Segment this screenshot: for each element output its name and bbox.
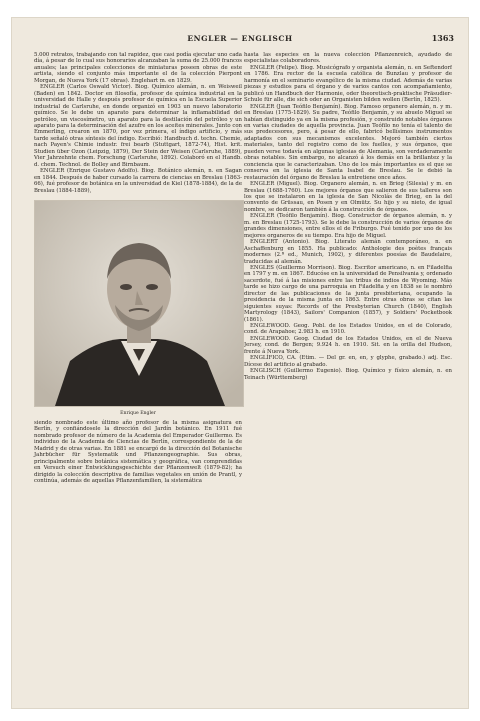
left-column — [34, 52, 242, 485]
entry-paragraph: ENGLEWOOD. Geog. Pobl. de los Estados Unidos, en el de Colorado, cond. de Arapahoe; 2.983 h. en 1910. — [244, 323, 452, 336]
entry-paragraph: ENGLER (Enrique Gustavo Adolfo). Biog. Botánico alemán, n. en Sagan en 1844. Después de haber cursado la carrera de ciencias en Breslau (1863-66), fué profesor de botánica en la universidad de Kiel (1878-1884), de la de Breslau (1884-1889), — [34, 168, 242, 194]
running-head: ENGLER — ENGLISCH — [187, 34, 293, 43]
page-number: 1363 — [431, 33, 454, 43]
entry-paragraph: 5.000 retratos, trabajando con tal rapidez, que casi podía ejecutar uno cada día, á pesar de lo cual sus honorarios alcanzaban la suma de 25.000 francos anuales; las principales colecciones de miniaturas poseen obras de este artista, siendo el conjunto más importante el de la colección Pierpont Morgan, de Nueva York (17 obras). Englehart m. en 1829. — [34, 52, 242, 84]
portrait-photo — [34, 200, 244, 407]
entry-paragraph: ENGLES (Guillermo Morrison). Biog. Escritor americano, n. en Filadelfia en 1797 y m. en 1867. Educóse en la universidad de Pensilvania y, ordenado sacerdote, fué á las misiones entre las tribus de indios de Wyoming. Más tarde se hizo cargo de una parroquia en Filadelfia y en 1838 se le nombró director de las publicaciones de la junta presbiteriana, ocupando la presidencia de la misma junta en 1863. Entre otras obras se citan las siguientes suyas: Records of the Presbyterian Church (1840), English Martyrology (1843), Sailors' Companion (1857), y Soldiers' Pocketbook (1861). — [244, 264, 452, 323]
right-column — [244, 52, 452, 702]
entry-paragraph: siendo nombrado este último año profesor de la misma asignatura en Berlín, y confiándosele la dirección del Jardín botánico. En 1911 fué nombrado profesor de número de la Academia del Emperador Guillermo. Es individuo de la Academia de Ciencias de Berlín, correspondiente de la de Madrid y de otras varias. En 1881 se encargó de la dirección del Botanische Jahrbücher für Systematik und Pflanzengeographie. Sus obras, principalmente sobre botánica sistemática y geográfica, van comprendidas en Versuch einer Entwicklungsgeschichte der Pflanzenwelt (1879-82); ha dirigido la colección descriptiva de familias vegetales en unión de Prantl, y continúa, además de aquellas Pflanzenfamilien, la sistemática — [34, 419, 242, 485]
entry-paragraph: ENGLER (Juan Teófilo Benjamín). Biog. Famoso organero alemán, n. y m. en Breslau (1775-1829). Su padre, Teófilo Benjamín, y su abuelo Miguel se habían distinguido ya en la misma profesión, y construido notables órganos en varias ciudades de aquella provincia. Juan Teófilo no tenía el talento de sus predecesores, pero, á pesar de ello, fabricó bellísimos instrumentos adaptados con sus mecanismos excelentes. Mejoró también ciertos materiales, tanto del registro como de los fuelles, y sus órganos, que pueden verse todavía en algunas iglesias de Alemania, son verdaderamente obras notables. Sin embargo, no alcanzó á los demás en la brillantez y la conciencia que le caracterizaban. Uno de los más importantes es el que se conserva en la iglesia de Santa Isabel de Breslau. Se le debió la restauración del órgano de Breslau la entretiene once años. — [244, 103, 452, 181]
entry-paragraph: ENGLER (Felipe). Biog. Musicógrafo y organista alemán, n. en Seftendorf en 1786. Era rector de la escuela católica de Bunzlau y profesor de harmonía en el seminario evangélico de la misma ciudad. Además de varias piezas y estudios para el órgano y de varios cantos con acompañamiento, publicó un Handbuch der Harmonie, oder theoretisch-praktische Präsudier-Schule für alle, die sich oder an Organisten bilden wollen (Berlín, 1825). — [244, 64, 452, 104]
entry-paragraph: ENGLISCH (Guillermo Eugenio). Biog. Químico y físico alemán, n. en Teinach (Württemberg) — [244, 368, 452, 381]
figure-caption: Enrique Engler — [120, 410, 156, 416]
document-page — [12, 18, 468, 708]
portrait-photo-illustration — [35, 201, 243, 406]
entry-paragraph: ENGLEWOOD. Geog. Ciudad de los Estados Unidos, en el de Nueva Jersey, cond. de Bergen; 9.924 h. en 1910. Sit. en la orilla del Hudson, frente á Nueva York. — [244, 335, 452, 355]
entry-paragraph: ENGLERT (Antonio). Biog. Literato alemán contemporáneo, n. en Aschaffenburg en 1855. Ha publicado: Anthologie des poètes français modernes (2.ª ed., Munich, 1902), y diferentes poesías de Baudelaire, traducidas al alemán. — [244, 239, 452, 265]
entry-paragraph: hasta las especies en la nueva colección Pflanzenreich, ayudado de especialistas colaboradores. — [244, 52, 452, 65]
entry-paragraph: ENGLER (Carlos Oswald Víctor). Biog. Químico alemán, n. en Weisweil (Baden) en 1842. Doctor en filosofía, profesor de química industrial en la universidad de Halle y después profesor de química en la Escuela Superior industrial de Carlsruhe, en donde organizó en 1903 un nuevo laboratorio químico. Se le debe un aparato para determinar la inflamabilidad del petróleo, un viscosímetro, un aparato para la destilación del petróleo y un aparato para la determinación del azufre en los aceites minerales. Junto con Emmerling, crearon en 1870, por vez primera, el índigo artificio, y más tarde señaló otras síntesis del índigo. Escribió: Handbuch d. techn. Chemie, nach Payen's Chimie industr. frei bearb (Stuttgart, 1872-74), Hist. krit. Studien über Ozon (Leipzig, 1879), Der Stein der Weisen (Carlsruhe, 1889), Vier Jahrzehnte chem. Forschung (Carlsruhe, 1892). Colaboró en el Handb. d. chem. Technol. de Bolley and Birnbaum. — [34, 84, 242, 168]
page-header — [12, 18, 468, 48]
entry-paragraph: ENGLÍFICO, CA. (Etim. — Del gr. en, en, y glyphe, grabado.) adj. Esc. Dícese del artificio al grabado. — [244, 355, 452, 368]
entry-paragraph: ENGLER (Teófilo Benjamín). Biog. Constructor de órganos alemán, n. y m. en Breslau (1725-1793). Se le debe la construcción de varios órganos de grandes dimensiones, entre ellos el de Friburgo. Fué tenido por uno de los mejores organeros de su tiempo. Era hijo de Miguel. — [244, 213, 452, 239]
entry-paragraph: ENGLER (Miguel). Biog. Organero alemán, n. en Brieg (Silesia) y m. en Breslau (1688-1760). Los mejores órganos que salieron de sus talleres son los que se instalaron en la iglesia de San Nicolás de Brieg, en la del convento de Grüssau, en Posen y en Olmütz. Su hijo y su nieto, de igual nombre, se dedicaron también á la construcción de órganos. — [244, 181, 452, 213]
